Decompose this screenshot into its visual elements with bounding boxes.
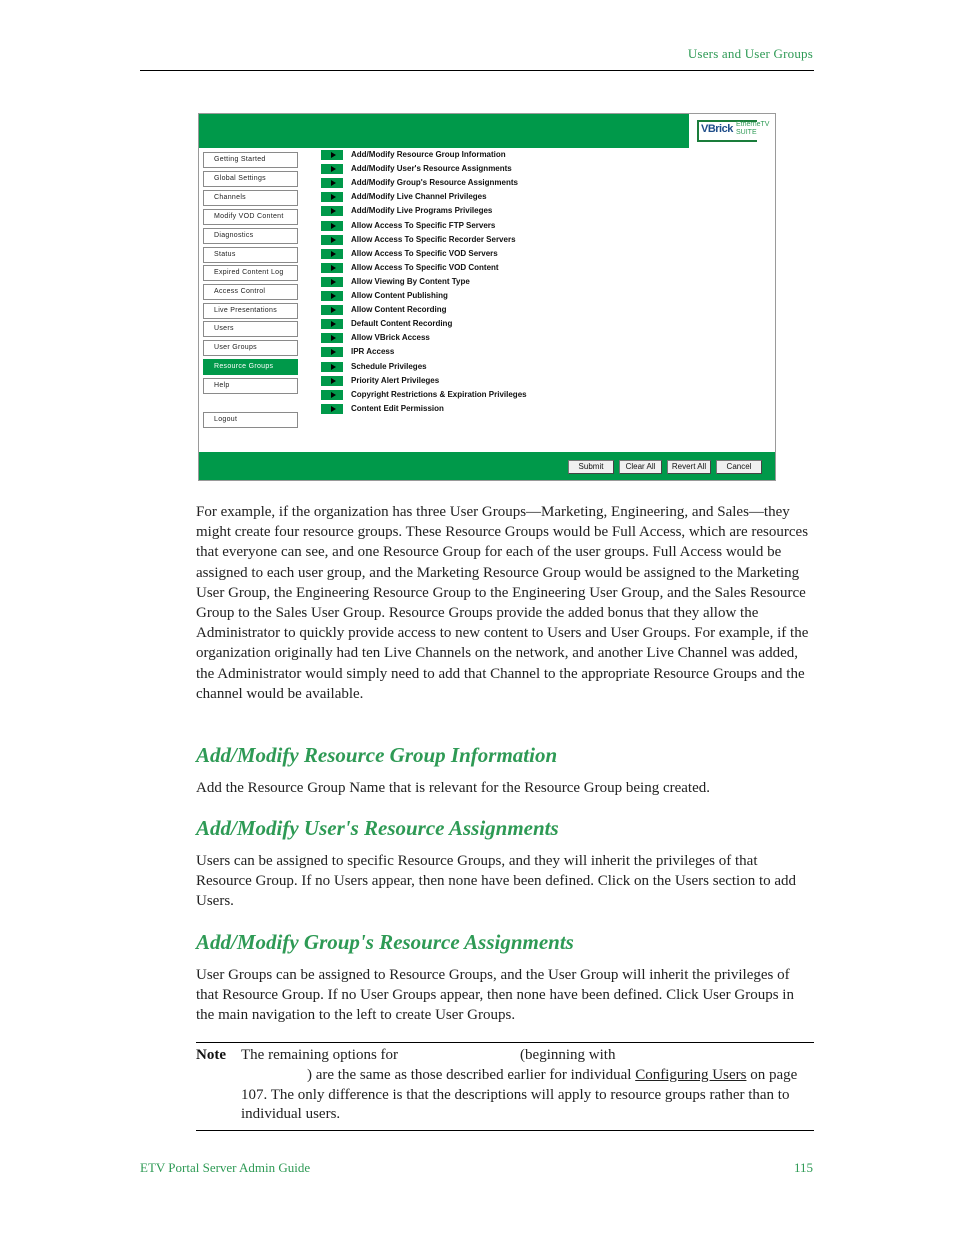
arrow-right-icon[interactable] bbox=[321, 150, 343, 160]
arrow-right-icon[interactable] bbox=[321, 305, 343, 315]
option-label[interactable]: IPR Access bbox=[351, 347, 395, 357]
option-label[interactable]: Default Content Recording bbox=[351, 319, 453, 329]
arrow-right-icon[interactable] bbox=[321, 206, 343, 216]
heading-group-resource-assignments: Add/Modify Group's Resource Assignments bbox=[196, 930, 574, 954]
vbrick-logo bbox=[689, 114, 775, 148]
revert-all-button[interactable]: Revert All bbox=[667, 460, 711, 474]
submit-button[interactable]: Submit bbox=[568, 460, 614, 474]
option-label[interactable]: Allow Content Recording bbox=[351, 305, 447, 315]
arrow-right-icon[interactable] bbox=[321, 376, 343, 386]
arrow-right-icon[interactable] bbox=[321, 235, 343, 245]
logo-sub-text: EtherneTV SUITE bbox=[736, 121, 770, 136]
nav-live-presentations[interactable]: Live Presentations bbox=[203, 303, 298, 319]
heading-resource-group-info: Add/Modify Resource Group Information bbox=[196, 743, 558, 767]
arrow-right-icon[interactable] bbox=[321, 178, 343, 188]
footer-page-number: 115 bbox=[793, 1160, 813, 1175]
option-label[interactable]: Add/Modify Group's Resource Assignments bbox=[351, 178, 518, 188]
option-label[interactable]: Allow Access To Specific VOD Servers bbox=[351, 248, 498, 258]
option-label[interactable]: Add/Modify Resource Group Information bbox=[351, 150, 506, 159]
nav-access-control[interactable]: Access Control bbox=[203, 284, 298, 300]
paragraph-group-resource-assignments: User Groups can be assigned to Resource Groups, and the User Group will inherit the privileges of that Resource Group. If no User Groups appear, then none have been defined. Click User Groups in the main navigation to the left to create User Groups. bbox=[196, 967, 794, 1024]
nav-modify-vod-content[interactable]: Modify VOD Content bbox=[203, 209, 298, 225]
logo-main-text: VBrick bbox=[701, 123, 733, 135]
header-divider bbox=[140, 70, 814, 71]
note-text-a: The remaining options for bbox=[241, 1047, 399, 1063]
heading-user-resource-assignments: Add/Modify User's Resource Assignments bbox=[196, 816, 559, 840]
note-label: Note bbox=[196, 1047, 226, 1063]
arrow-right-icon[interactable] bbox=[321, 221, 343, 231]
nav-global-settings[interactable]: Global Settings bbox=[203, 171, 298, 187]
note-text-c: ) are the same as those described earlier for individual bbox=[307, 1066, 632, 1083]
option-label[interactable]: Copyright Restrictions & Expiration Privileges bbox=[351, 389, 527, 399]
paragraph-user-resource-assignments: Users can be assigned to specific Resource Groups, and they will inherit the privileges of that Resource Group. If no Users appear, then none have been defined. Click on the Users section to add Users. bbox=[196, 853, 797, 910]
clear-all-button[interactable]: Clear All bbox=[619, 460, 662, 474]
option-label[interactable]: Allow Content Publishing bbox=[351, 291, 448, 300]
arrow-right-icon[interactable] bbox=[321, 164, 343, 174]
option-label[interactable]: Add/Modify Live Channel Privileges bbox=[351, 192, 487, 202]
nav-diagnostics[interactable]: Diagnostics bbox=[203, 228, 298, 244]
nav-status[interactable]: Status bbox=[203, 247, 298, 263]
arrow-right-icon[interactable] bbox=[321, 333, 343, 343]
option-label[interactable]: Allow Access To Specific Recorder Servers bbox=[351, 234, 516, 244]
nav-user-groups[interactable]: User Groups bbox=[203, 340, 298, 356]
note-bottom-rule bbox=[196, 1130, 814, 1131]
option-label[interactable]: Allow Access To Specific FTP Servers bbox=[351, 220, 496, 230]
option-label[interactable]: Content Edit Permission bbox=[351, 403, 444, 413]
option-label[interactable]: Schedule Privileges bbox=[351, 361, 427, 371]
arrow-right-icon[interactable] bbox=[321, 277, 343, 287]
cancel-button[interactable]: Cancel bbox=[716, 460, 762, 474]
option-label[interactable]: Priority Alert Privileges bbox=[351, 375, 440, 385]
configuring-users-link[interactable]: Configuring Users bbox=[635, 1066, 747, 1083]
note-top-rule bbox=[196, 1042, 814, 1043]
nav-getting-started[interactable]: Getting Started bbox=[203, 152, 298, 168]
option-label[interactable]: Add/Modify User's Resource Assignments bbox=[351, 164, 512, 174]
footer-guide-title: ETV Portal Server Admin Guide bbox=[140, 1160, 311, 1175]
note-text-d: on page 107. The only difference is that the descriptions will apply to resource groups rather than to individual users. bbox=[241, 1066, 798, 1123]
arrow-right-icon[interactable] bbox=[321, 291, 343, 301]
option-label[interactable]: Add/Modify Live Programs Privileges bbox=[351, 206, 493, 216]
nav-expired-content-log[interactable]: Expired Content Log bbox=[203, 265, 298, 281]
arrow-right-icon[interactable] bbox=[321, 390, 343, 400]
arrow-right-icon[interactable] bbox=[321, 404, 343, 414]
note-text-b: (beginning with bbox=[520, 1047, 616, 1063]
nav-resource-groups[interactable]: Resource Groups bbox=[203, 359, 298, 375]
nav-users[interactable]: Users bbox=[203, 321, 298, 337]
nav-logout[interactable]: Logout bbox=[203, 412, 298, 428]
intro-paragraph: For example, if the organization has three User Groups—Marketing, Engineering, and Sales—they might create four resource groups. These Resource Groups would be Full Access, which are resources that everyone can see, and one Resource Group for each of the user groups. Full Access would be assigned to each user group, and the Marketing Resource Group would be assigned to the Marketing User Group, the Engineering Resource Group to the Engineering User Group, and the Sales Resource Group to the Sales User Group. Resource Groups provide the added bonus that they allow the Administrator to quickly provide access to new content to Users and User Groups. For example, if the organization originally had ten Live Channels on the network, and another Live Channel was added, the Administrator would simply need to add that Channel to the appropriate Resource Groups and the channel would be available. bbox=[196, 504, 809, 702]
arrow-right-icon[interactable] bbox=[321, 249, 343, 259]
embedded-screenshot bbox=[198, 113, 776, 481]
nav-channels[interactable]: Channels bbox=[203, 190, 298, 206]
arrow-right-icon[interactable] bbox=[321, 319, 343, 329]
option-label[interactable]: Allow VBrick Access bbox=[351, 333, 430, 343]
note-text bbox=[241, 1046, 814, 1125]
nav-help[interactable]: Help bbox=[203, 378, 298, 394]
arrow-right-icon[interactable] bbox=[321, 192, 343, 202]
option-label[interactable]: Allow Viewing By Content Type bbox=[351, 276, 470, 286]
paragraph-resource-group-info: Add the Resource Group Name that is relevant for the Resource Group being created. bbox=[196, 780, 710, 796]
running-header: Users and User Groups bbox=[687, 46, 813, 61]
arrow-right-icon[interactable] bbox=[321, 347, 343, 357]
arrow-right-icon[interactable] bbox=[321, 362, 343, 372]
option-label[interactable]: Allow Access To Specific VOD Content bbox=[351, 262, 499, 272]
arrow-right-icon[interactable] bbox=[321, 263, 343, 273]
